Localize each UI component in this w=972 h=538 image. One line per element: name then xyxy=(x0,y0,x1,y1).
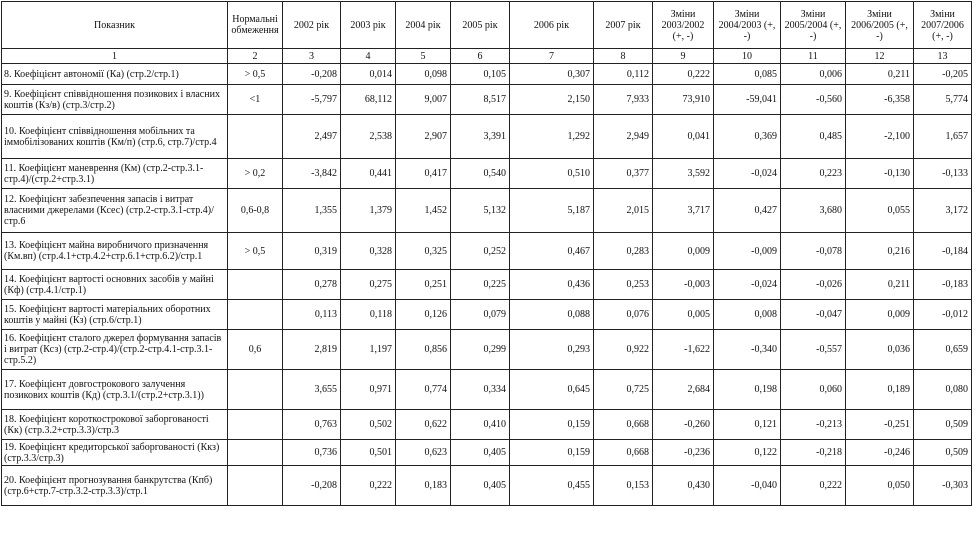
column-header: Зміни 2004/2003 (+, -) xyxy=(714,2,781,49)
norm-value xyxy=(228,115,283,159)
value-cell: 0,763 xyxy=(283,410,341,440)
table-row xyxy=(2,233,972,270)
value-cell: 3,680 xyxy=(781,189,846,233)
value-cell: 0,410 xyxy=(451,410,510,440)
value-cell: 8,517 xyxy=(451,85,510,115)
value-cell: 0,222 xyxy=(781,466,846,506)
value-cell: 0,467 xyxy=(510,233,594,270)
value-cell: -0,012 xyxy=(914,300,972,330)
value-cell: -0,303 xyxy=(914,466,972,506)
table-row xyxy=(2,330,972,370)
value-cell: 0,216 xyxy=(846,233,914,270)
value-cell: -0,251 xyxy=(846,410,914,440)
value-cell: 0,736 xyxy=(283,440,341,466)
value-cell: 0,430 xyxy=(653,466,714,506)
value-cell: -59,041 xyxy=(714,85,781,115)
norm-value: > 0,5 xyxy=(228,233,283,270)
table-row xyxy=(2,115,972,159)
value-cell: -0,184 xyxy=(914,233,972,270)
column-number: 8 xyxy=(594,49,653,64)
value-cell: 0,014 xyxy=(341,64,396,85)
column-number-row xyxy=(2,49,972,64)
column-header: Зміни 2007/2006 (+, -) xyxy=(914,2,972,49)
value-cell: 1,657 xyxy=(914,115,972,159)
value-cell: -0,009 xyxy=(714,233,781,270)
table-row xyxy=(2,300,972,330)
value-cell: 0,050 xyxy=(846,466,914,506)
value-cell: -0,133 xyxy=(914,159,972,189)
value-cell: 0,405 xyxy=(451,466,510,506)
column-header: Зміни 2003/2002 (+, -) xyxy=(653,2,714,49)
value-cell: 3,592 xyxy=(653,159,714,189)
value-cell: 0,377 xyxy=(594,159,653,189)
value-cell: 0,502 xyxy=(341,410,396,440)
value-cell: 0,122 xyxy=(714,440,781,466)
column-header: Зміни 2006/2005 (+, -) xyxy=(846,2,914,49)
value-cell: 0,645 xyxy=(510,370,594,410)
value-cell: 0,055 xyxy=(846,189,914,233)
value-cell: 0,005 xyxy=(653,300,714,330)
value-cell: 3,391 xyxy=(451,115,510,159)
value-cell: 0,369 xyxy=(714,115,781,159)
value-cell: 0,223 xyxy=(781,159,846,189)
indicator-name: 10. Коефіцієнт співвідношення мобільних та іммобілізованих коштів (Км/п) (стр.6, стр.7)/стр.4 xyxy=(2,115,228,159)
value-cell: 0,455 xyxy=(510,466,594,506)
value-cell: 5,132 xyxy=(451,189,510,233)
column-header: 2007 рік xyxy=(594,2,653,49)
value-cell: -0,040 xyxy=(714,466,781,506)
column-number: 4 xyxy=(341,49,396,64)
value-cell: 0,510 xyxy=(510,159,594,189)
value-cell: 0,183 xyxy=(396,466,451,506)
value-cell: 0,253 xyxy=(594,270,653,300)
indicator-name: 8. Коефіцієнт автономії (Ка) (стр.2/стр.1) xyxy=(2,64,228,85)
value-cell: 0,222 xyxy=(341,466,396,506)
header-row xyxy=(2,2,972,49)
indicator-name: 16. Коефіцієнт сталого джерел формування запасів і витрат (Ксз) (стр.2-стр.4)/(стр.2-стр.4.1-стр.3.1-стр.5.2) xyxy=(2,330,228,370)
value-cell: 0,774 xyxy=(396,370,451,410)
table-row xyxy=(2,85,972,115)
value-cell: 0,325 xyxy=(396,233,451,270)
table-row xyxy=(2,189,972,233)
value-cell: 0,098 xyxy=(396,64,451,85)
value-cell: 0,113 xyxy=(283,300,341,330)
value-cell: 0,085 xyxy=(714,64,781,85)
value-cell: -0,218 xyxy=(781,440,846,466)
column-header: 2004 рік xyxy=(396,2,451,49)
column-number: 2 xyxy=(228,49,283,64)
value-cell: 0,293 xyxy=(510,330,594,370)
value-cell: -5,797 xyxy=(283,85,341,115)
value-cell: 3,717 xyxy=(653,189,714,233)
indicator-name: 20. Коефіцієнт прогнозування банкрутства (Кпб) (стр.6+стр.7-стр.3.2-стр.3.3)/стр.1 xyxy=(2,466,228,506)
value-cell: 0,041 xyxy=(653,115,714,159)
table-row xyxy=(2,159,972,189)
norm-value xyxy=(228,466,283,506)
table-row xyxy=(2,370,972,410)
value-cell: 0,623 xyxy=(396,440,451,466)
value-cell: 0,427 xyxy=(714,189,781,233)
value-cell: 0,008 xyxy=(714,300,781,330)
column-number: 12 xyxy=(846,49,914,64)
value-cell: 1,197 xyxy=(341,330,396,370)
value-cell: 0,668 xyxy=(594,410,653,440)
value-cell: -0,003 xyxy=(653,270,714,300)
value-cell: 2,819 xyxy=(283,330,341,370)
value-cell: -0,208 xyxy=(283,466,341,506)
value-cell: -0,078 xyxy=(781,233,846,270)
column-number: 6 xyxy=(451,49,510,64)
value-cell: 0,060 xyxy=(781,370,846,410)
value-cell: -0,047 xyxy=(781,300,846,330)
value-cell: 2,684 xyxy=(653,370,714,410)
value-cell: 0,222 xyxy=(653,64,714,85)
value-cell: -0,024 xyxy=(714,159,781,189)
value-cell: -0,260 xyxy=(653,410,714,440)
value-cell: -0,024 xyxy=(714,270,781,300)
value-cell: 1,355 xyxy=(283,189,341,233)
value-cell: 0,211 xyxy=(846,64,914,85)
value-cell: 0,105 xyxy=(451,64,510,85)
column-header: Зміни 2005/2004 (+, -) xyxy=(781,2,846,49)
indicator-name: 9. Коефіцієнт співвідношення позикових і власних коштів (Кз/в) (стр.3/стр.2) xyxy=(2,85,228,115)
column-header: Показник xyxy=(2,2,228,49)
coefficients-table xyxy=(1,1,972,506)
table-row xyxy=(2,440,972,466)
value-cell: 0,668 xyxy=(594,440,653,466)
value-cell: -2,100 xyxy=(846,115,914,159)
column-number: 13 xyxy=(914,49,972,64)
value-cell: -0,205 xyxy=(914,64,972,85)
value-cell: -0,246 xyxy=(846,440,914,466)
value-cell: 0,251 xyxy=(396,270,451,300)
value-cell: -0,208 xyxy=(283,64,341,85)
column-header: 2002 рік xyxy=(283,2,341,49)
table-row xyxy=(2,64,972,85)
value-cell: 5,774 xyxy=(914,85,972,115)
value-cell: 0,275 xyxy=(341,270,396,300)
value-cell: 0,153 xyxy=(594,466,653,506)
column-header: Нормальні обмеження xyxy=(228,2,283,49)
norm-value xyxy=(228,440,283,466)
value-cell: 0,189 xyxy=(846,370,914,410)
value-cell: 0,971 xyxy=(341,370,396,410)
value-cell: 0,080 xyxy=(914,370,972,410)
indicator-name: 11. Коефіцієнт маневрення (Км) (стр.2-стр.3.1-стр.4)/(стр.2+стр.3.1) xyxy=(2,159,228,189)
norm-value: > 0,5 xyxy=(228,64,283,85)
value-cell: -0,130 xyxy=(846,159,914,189)
value-cell: 0,436 xyxy=(510,270,594,300)
indicator-name: 19. Коефіцієнт кредиторської заборгованості (Ккз) (стр.3.3/стр.3) xyxy=(2,440,228,466)
value-cell: 0,088 xyxy=(510,300,594,330)
column-number: 1 xyxy=(2,49,228,64)
value-cell: -3,842 xyxy=(283,159,341,189)
value-cell: 1,452 xyxy=(396,189,451,233)
value-cell: 9,007 xyxy=(396,85,451,115)
value-cell: -0,340 xyxy=(714,330,781,370)
value-cell: -0,183 xyxy=(914,270,972,300)
indicator-name: 15. Коефіцієнт вартості матеріальних оборотних коштів у майні (Кз) (стр.6/стр.1) xyxy=(2,300,228,330)
value-cell: 2,497 xyxy=(283,115,341,159)
value-cell: 0,006 xyxy=(781,64,846,85)
norm-value: 0,6-0,8 xyxy=(228,189,283,233)
column-header: 2003 рік xyxy=(341,2,396,49)
value-cell: 3,655 xyxy=(283,370,341,410)
indicator-name: 18. Коефіцієнт короткострокової заборгованості (Кк) (стр.3.2+стр.3.3)/стр.3 xyxy=(2,410,228,440)
value-cell: 0,126 xyxy=(396,300,451,330)
value-cell: 0,405 xyxy=(451,440,510,466)
value-cell: 0,319 xyxy=(283,233,341,270)
norm-value xyxy=(228,300,283,330)
column-number: 9 xyxy=(653,49,714,64)
value-cell: 0,009 xyxy=(846,300,914,330)
value-cell: 0,509 xyxy=(914,410,972,440)
column-header: 2006 рік xyxy=(510,2,594,49)
value-cell: 0,725 xyxy=(594,370,653,410)
value-cell: 0,622 xyxy=(396,410,451,440)
value-cell: 1,292 xyxy=(510,115,594,159)
norm-value xyxy=(228,410,283,440)
value-cell: 7,933 xyxy=(594,85,653,115)
value-cell: 73,910 xyxy=(653,85,714,115)
column-header: 2005 рік xyxy=(451,2,510,49)
norm-value: 0,6 xyxy=(228,330,283,370)
indicator-name: 13. Коефіцієнт майна виробничого призначення (Км.вп) (стр.4.1+стр.4.2+стр.6.1+стр.6.2)/стр.1 xyxy=(2,233,228,270)
value-cell: 0,540 xyxy=(451,159,510,189)
indicator-name: 14. Коефіцієнт вартості основних засобів у майні (Кф) (стр.4.1/стр.1) xyxy=(2,270,228,300)
value-cell: 0,121 xyxy=(714,410,781,440)
value-cell: 0,112 xyxy=(594,64,653,85)
value-cell: 0,278 xyxy=(283,270,341,300)
value-cell: 0,659 xyxy=(914,330,972,370)
value-cell: 0,328 xyxy=(341,233,396,270)
value-cell: 0,225 xyxy=(451,270,510,300)
table-row xyxy=(2,410,972,440)
norm-value xyxy=(228,370,283,410)
table-row xyxy=(2,270,972,300)
column-number: 7 xyxy=(510,49,594,64)
value-cell: -0,026 xyxy=(781,270,846,300)
value-cell: -0,236 xyxy=(653,440,714,466)
column-number: 10 xyxy=(714,49,781,64)
column-number: 11 xyxy=(781,49,846,64)
indicator-name: 17. Коефіцієнт довгострокового залучення позикових коштів (Кд) (стр.3.1/(стр.2+стр.3.1)) xyxy=(2,370,228,410)
table-row xyxy=(2,466,972,506)
value-cell: 0,334 xyxy=(451,370,510,410)
value-cell: 2,015 xyxy=(594,189,653,233)
value-cell: 0,252 xyxy=(451,233,510,270)
value-cell: 0,211 xyxy=(846,270,914,300)
value-cell: 0,079 xyxy=(451,300,510,330)
value-cell: 5,187 xyxy=(510,189,594,233)
value-cell: 3,172 xyxy=(914,189,972,233)
value-cell: 68,112 xyxy=(341,85,396,115)
value-cell: 0,036 xyxy=(846,330,914,370)
value-cell: 0,856 xyxy=(396,330,451,370)
column-number: 5 xyxy=(396,49,451,64)
value-cell: -0,560 xyxy=(781,85,846,115)
value-cell: -6,358 xyxy=(846,85,914,115)
norm-value: <1 xyxy=(228,85,283,115)
value-cell: 0,501 xyxy=(341,440,396,466)
value-cell: 2,907 xyxy=(396,115,451,159)
value-cell: 0,441 xyxy=(341,159,396,189)
value-cell: -0,213 xyxy=(781,410,846,440)
value-cell: -0,557 xyxy=(781,330,846,370)
value-cell: 0,922 xyxy=(594,330,653,370)
value-cell: 0,307 xyxy=(510,64,594,85)
value-cell: 0,076 xyxy=(594,300,653,330)
value-cell: 2,949 xyxy=(594,115,653,159)
norm-value xyxy=(228,270,283,300)
value-cell: 0,417 xyxy=(396,159,451,189)
indicator-name: 12. Коефіцієнт забезпечення запасів і витрат власними джерелами (Ксес) (стр.2-стр.3.1-стр.4)/стр.6 xyxy=(2,189,228,233)
value-cell: 1,379 xyxy=(341,189,396,233)
value-cell: 2,538 xyxy=(341,115,396,159)
value-cell: 0,198 xyxy=(714,370,781,410)
value-cell: 0,159 xyxy=(510,410,594,440)
norm-value: > 0,2 xyxy=(228,159,283,189)
column-number: 3 xyxy=(283,49,341,64)
value-cell: -1,622 xyxy=(653,330,714,370)
value-cell: 0,283 xyxy=(594,233,653,270)
value-cell: 0,485 xyxy=(781,115,846,159)
value-cell: 2,150 xyxy=(510,85,594,115)
value-cell: 0,159 xyxy=(510,440,594,466)
value-cell: 0,299 xyxy=(451,330,510,370)
value-cell: 0,118 xyxy=(341,300,396,330)
value-cell: 0,509 xyxy=(914,440,972,466)
value-cell: 0,009 xyxy=(653,233,714,270)
